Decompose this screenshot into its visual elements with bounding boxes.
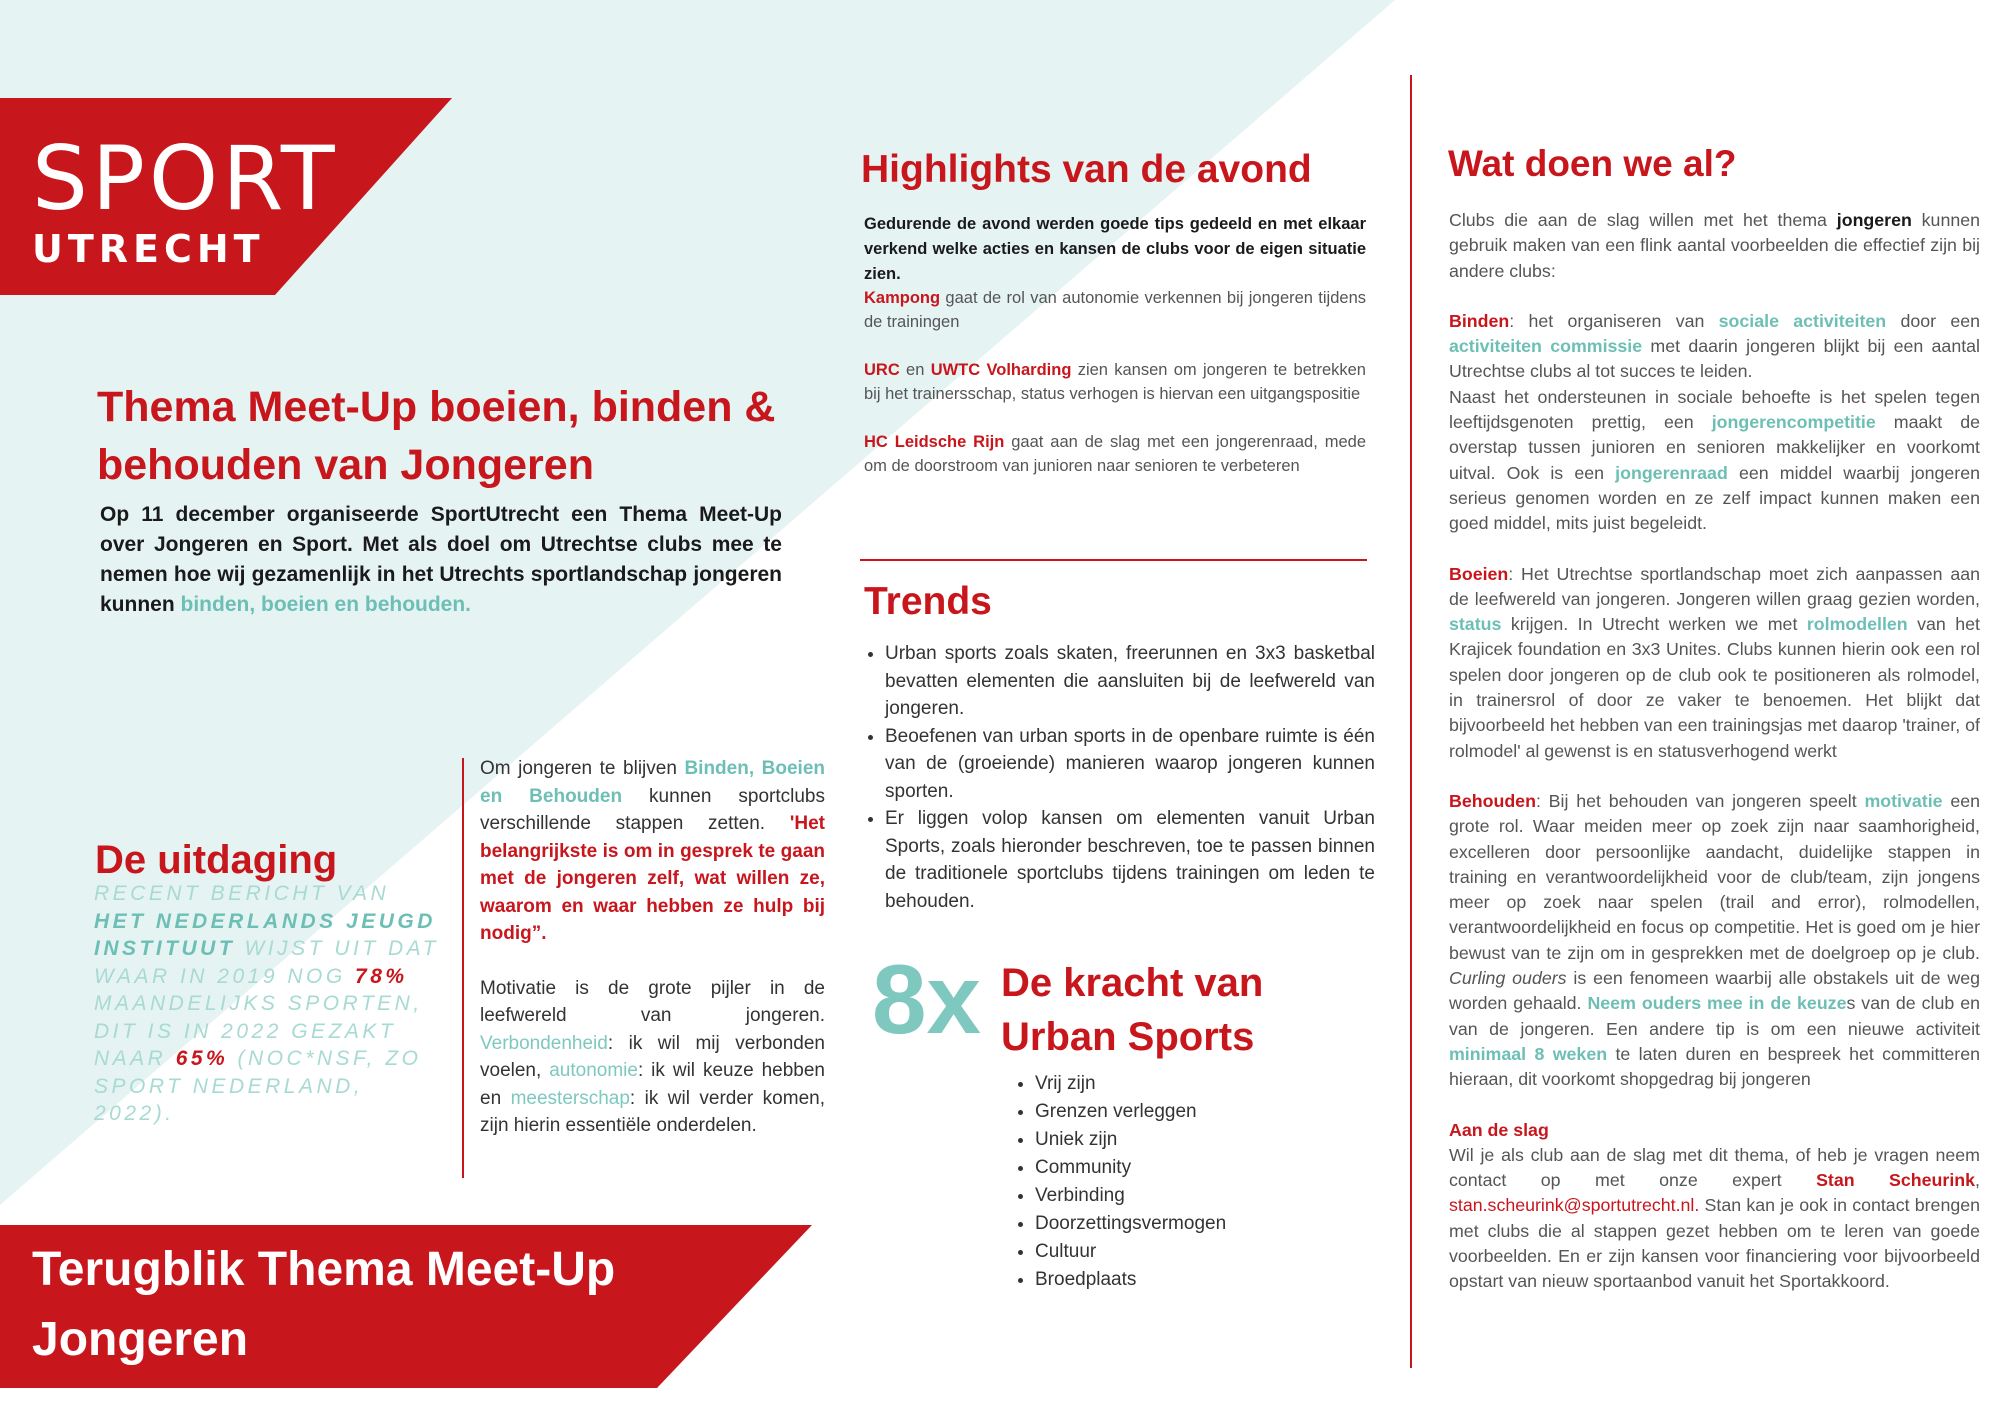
- intro-paragraph: [100, 500, 782, 620]
- boeien-b: status: [1449, 614, 1502, 635]
- trends-heading: Trends: [864, 580, 992, 623]
- trend-item: • Beoefenen van urban sports in de openbare ruimte is één van de (groeiende) manieren waarop jongeren kunnen sporten.: [885, 723, 1375, 806]
- uitdaging-heading: De uitdaging: [95, 838, 338, 882]
- mid-paragraph-1: [480, 755, 825, 948]
- mid-autonomie: autonomie: [549, 1060, 638, 1081]
- mid-p1a: Om jongeren te blijven: [480, 758, 685, 779]
- kracht-list: [1015, 1070, 1226, 1294]
- bottom-banner-line2: Jongeren: [32, 1313, 249, 1366]
- wd-intro-b: jongeren: [1836, 210, 1912, 230]
- behouden-paragraph: [1449, 789, 1980, 1093]
- binden-label: Binden: [1449, 310, 1510, 331]
- logo-word-utrecht: UTRECHT: [32, 227, 265, 271]
- boeien-c: krijgen. In Utrecht werken we met: [1501, 614, 1807, 635]
- behouden-a: : Bij het behouden van jongeren speelt: [1535, 790, 1865, 811]
- bottom-banner-line1: Terugblik Thema Meet-Up: [32, 1243, 616, 1296]
- uitdaging-78: 78%: [355, 964, 408, 988]
- mid-p1c: kunnen sportclubs verschillende stappen zetten.: [480, 785, 825, 834]
- behouden-label: Behouden: [1449, 790, 1536, 811]
- divider-line-right: [1410, 75, 1412, 1368]
- wat-doen-intro: [1449, 208, 1980, 284]
- club-uwtc: UWTC Volharding: [930, 361, 1072, 379]
- binden-a: : het organiseren van: [1509, 310, 1719, 331]
- binden-f: Naast het ondersteunen in sociale behoefte is het spelen tegen leeftijdsgenoten prettig, een: [1449, 386, 1980, 433]
- mid-p2e: : ik wil keuze hebben en: [480, 1060, 825, 1109]
- kracht-item: • Uniek zijn: [1035, 1126, 1226, 1154]
- highlights-body: [864, 286, 1366, 502]
- club-kampong: Kampong: [864, 289, 941, 307]
- urc-and: en: [899, 361, 931, 379]
- expert-email-link[interactable]: stan.scheurink@sportutrecht.nl.: [1449, 1195, 1700, 1216]
- uitdaging-nji: HET NEDERLANDS JEUGD INSTITUUT: [94, 909, 436, 960]
- binden-paragraph: [1449, 309, 1980, 537]
- kracht-item: • Cultuur: [1035, 1238, 1226, 1266]
- boeien-d: rolmodellen: [1806, 614, 1908, 635]
- mid-p2g: : ik wil verder komen, zijn hierin essentiële onderdelen.: [480, 1087, 825, 1136]
- trend-item: • Urban sports zoals skaten, freerunnen en 3x3 basketbal bevatten elementen die aansluiten bij de leefwereld van jongeren.: [885, 640, 1375, 723]
- binden-b: sociale activiteiten: [1718, 310, 1887, 331]
- mid-p1-bbb: Binden, Boeien en Behouden: [480, 758, 825, 807]
- uitdaging-t2: WIJST UIT DAT WAAR IN 2019 NOG: [94, 937, 439, 988]
- mid-verbondenheid: Verbondenheid: [480, 1032, 608, 1054]
- kracht-item: • Community: [1035, 1154, 1226, 1182]
- mid-p2a: Motivatie is de grote pijler in de leefwereld van jongeren.: [480, 977, 825, 1026]
- uitdaging-t3: MAANDELIJKS SPORTEN, DIT IS IN 2022 GEZAKT NAAR: [94, 992, 423, 1070]
- boeien-label: Boeien: [1449, 563, 1509, 584]
- behouden-i: te laten duren en bespreek het committeren hieraan, dit voorkomt shopgedrag bij jongeren: [1449, 1043, 1980, 1090]
- binden-d: activiteiten commissie: [1449, 336, 1643, 357]
- club-urc: URC: [864, 361, 900, 379]
- boeien-a: : Het Utrechtse sportlandschap moet zich aanpassen aan de leefwereld van jongeren. Jongeren willen graag gezien worden,: [1449, 563, 1980, 609]
- expert-name: Stan Scheurink: [1816, 1170, 1976, 1191]
- behouden-c: een grote rol. Waar meiden meer op zoek zijn naar saamhorigheid, excelleren door persoonlijke aandacht, duidelijke stappen in training en verantwoordelijkheid voor de club/team, zijn jongens meer op zoek naar spelen (trail and error), rolmodellen, verantwoordelijkheid en focus op competitie. Het is goed om je hier bewust van te zijn om in gesprekken met de doelgroep op je club.: [1449, 790, 1981, 963]
- binden-e: met daarin jongeren blijkt bij een aantal Utrechtse clubs al tot succes te leiden.: [1449, 336, 1980, 382]
- divider-line-middle: [860, 559, 1367, 561]
- uitdaging-t1: RECENT BERICHT VAN: [94, 882, 390, 905]
- binden-j: een middel waarbij jongeren serieus genomen worden en ze zelf impact kunnen maken een goed middel, mits juist begeleidt.: [1449, 462, 1980, 534]
- trends-list: [863, 640, 1375, 915]
- highlight-hc: [864, 430, 1366, 478]
- uitdaging-text: [94, 880, 439, 1128]
- urc-text: zien kansen om jongeren te betrekken bij het trainersschap, status verhogen is hiervan een uitgangspositie: [864, 361, 1366, 403]
- middle-column: [480, 755, 825, 1140]
- kracht-item: • Grenzen verleggen: [1035, 1098, 1226, 1126]
- binden-h: maakt de overstap tussen junioren en senioren makkelijker en voorkomt uitval. Ook is een: [1449, 412, 1980, 483]
- highlights-intro: Gedurende de avond werden goede tips gedeeld en met elkaar verkend welke acties en kansen de clubs voor de eigen situatie zien.: [864, 215, 1366, 283]
- page-title: Thema Meet-Up boeien, binden & behouden van Jongeren: [97, 383, 776, 489]
- mid-p2c: : ik wil mij verbonden voelen,: [480, 1032, 825, 1081]
- binden-g: jongerencompetitie: [1711, 412, 1876, 433]
- hc-text: gaat aan de slag met een jongerenraad, mede om de doorstroom van junioren naar senioren te verbeteren: [864, 433, 1366, 475]
- mid-meesterschap: meesterschap: [510, 1087, 630, 1109]
- kracht-heading: [1001, 956, 1263, 1064]
- slag-c: ,: [1975, 1170, 1980, 1191]
- wd-intro-c: kunnen gebruik maken van een flink aantal voorbeelden die effectief zijn bij andere clubs:: [1449, 210, 1981, 281]
- behouden-g: s van de club en van de jongeren. Een andere tip is om een nieuwe activiteit: [1449, 993, 1980, 1039]
- kracht-item: • Vrij zijn: [1035, 1070, 1226, 1098]
- uitdaging-65: 65%: [175, 1047, 229, 1070]
- kracht-heading-line2: Urban Sports: [1001, 1015, 1255, 1059]
- boeien-paragraph: [1449, 562, 1980, 764]
- highlights-heading: Highlights van de avond: [861, 148, 1312, 191]
- wat-doen-heading: Wat doen we al?: [1448, 143, 1737, 184]
- kracht-item: • Verbinding: [1035, 1182, 1226, 1210]
- club-hc-leidsche-rijn: HC Leidsche Rijn: [864, 433, 1005, 451]
- binden-c: door een: [1886, 310, 1980, 331]
- behouden-h: minimaal 8 weken: [1449, 1043, 1608, 1064]
- aan-de-slag-paragraph: [1449, 1118, 1980, 1295]
- boeien-e: van het Krajicek foundation en 3x3 Unites. Clubs kunnen hierin ook een rol spelen door jongeren op de club ook te positioneren als rolmodel, in trainersrol of door ze vaker te benoemen. Het blijkt dat bijvoorbeeld het hebben van een trainingsjas met daarop 'trainer, of rolmodel' al gewenst is en statusverhogend werkt: [1449, 614, 1980, 761]
- uitdaging-t4: (NOC*NSF, ZO SPORT NEDERLAND, 2022).: [94, 1047, 422, 1125]
- behouden-f: Neem ouders mee in de keuze: [1587, 993, 1847, 1014]
- divider-line-left: [462, 758, 464, 1178]
- intro-highlight: binden, boeien en behouden.: [180, 593, 472, 616]
- behouden-e: is een fenomeen waarbij alle obstakels uit de weg worden gehaald.: [1449, 968, 1980, 1014]
- kampong-text: gaat de rol van autonomie verkennen bij jongeren tijdens de trainingen: [864, 289, 1366, 331]
- sport-utrecht-logo: [32, 127, 339, 271]
- mid-quote: 'Het belangrijkste is om in gesprek te gaan met de jongeren zelf, wat willen ze, waarom en waar hebben ze hulp bij nodig”.: [480, 813, 825, 944]
- intro-text: Op 11 december organiseerde SportUtrecht een Thema Meet-Up over Jongeren en Sport. Met als doel om Utrechtse clubs mee te nemen hoe wij gezamenlijk in het Utrechts sportlandschap jongeren kunnen: [100, 503, 782, 616]
- kracht-item: • Doorzettingsvermogen: [1035, 1210, 1226, 1238]
- slag-d: Stan kan je ook in contact brengen met clubs die al stappen gezet hebben om te leren van goede voorbeelden. En er zijn kansen voor financiering voor bijvoorbeeld opstart van nieuw sportaanbod vanuit het Sportakkoord.: [1449, 1195, 1980, 1292]
- highlight-urc: [864, 358, 1366, 406]
- bottom-banner-title: [32, 1235, 615, 1375]
- logo-word-sport: SPORT: [32, 127, 339, 230]
- wd-intro-a: Clubs die aan de slag willen met het thema: [1449, 210, 1837, 230]
- right-column: [1449, 208, 1980, 1320]
- kracht-heading-line1: De kracht van: [1001, 961, 1264, 1005]
- highlight-kampong: [864, 286, 1366, 334]
- slag-label: Aan de slag: [1449, 1119, 1549, 1140]
- mid-paragraph-2: [480, 975, 825, 1140]
- slag-a: Wil je als club aan de slag met dit thema, of heb je vragen neem contact op met onze expert: [1449, 1144, 1980, 1191]
- binden-i: jongerenraad: [1615, 462, 1728, 483]
- trend-item: • Er liggen volop kansen om elementen vanuit Urban Sports, zoals hieronder beschreven, toe te passen binnen de traditionele sportclubs tijdens trainingen om leden te behouden.: [885, 805, 1375, 915]
- behouden-d: Curling ouders: [1449, 968, 1567, 989]
- kracht-item: • Broedplaats: [1035, 1266, 1226, 1294]
- behouden-b: motivatie: [1864, 790, 1943, 811]
- eight-x-number: 8x: [872, 944, 982, 1054]
